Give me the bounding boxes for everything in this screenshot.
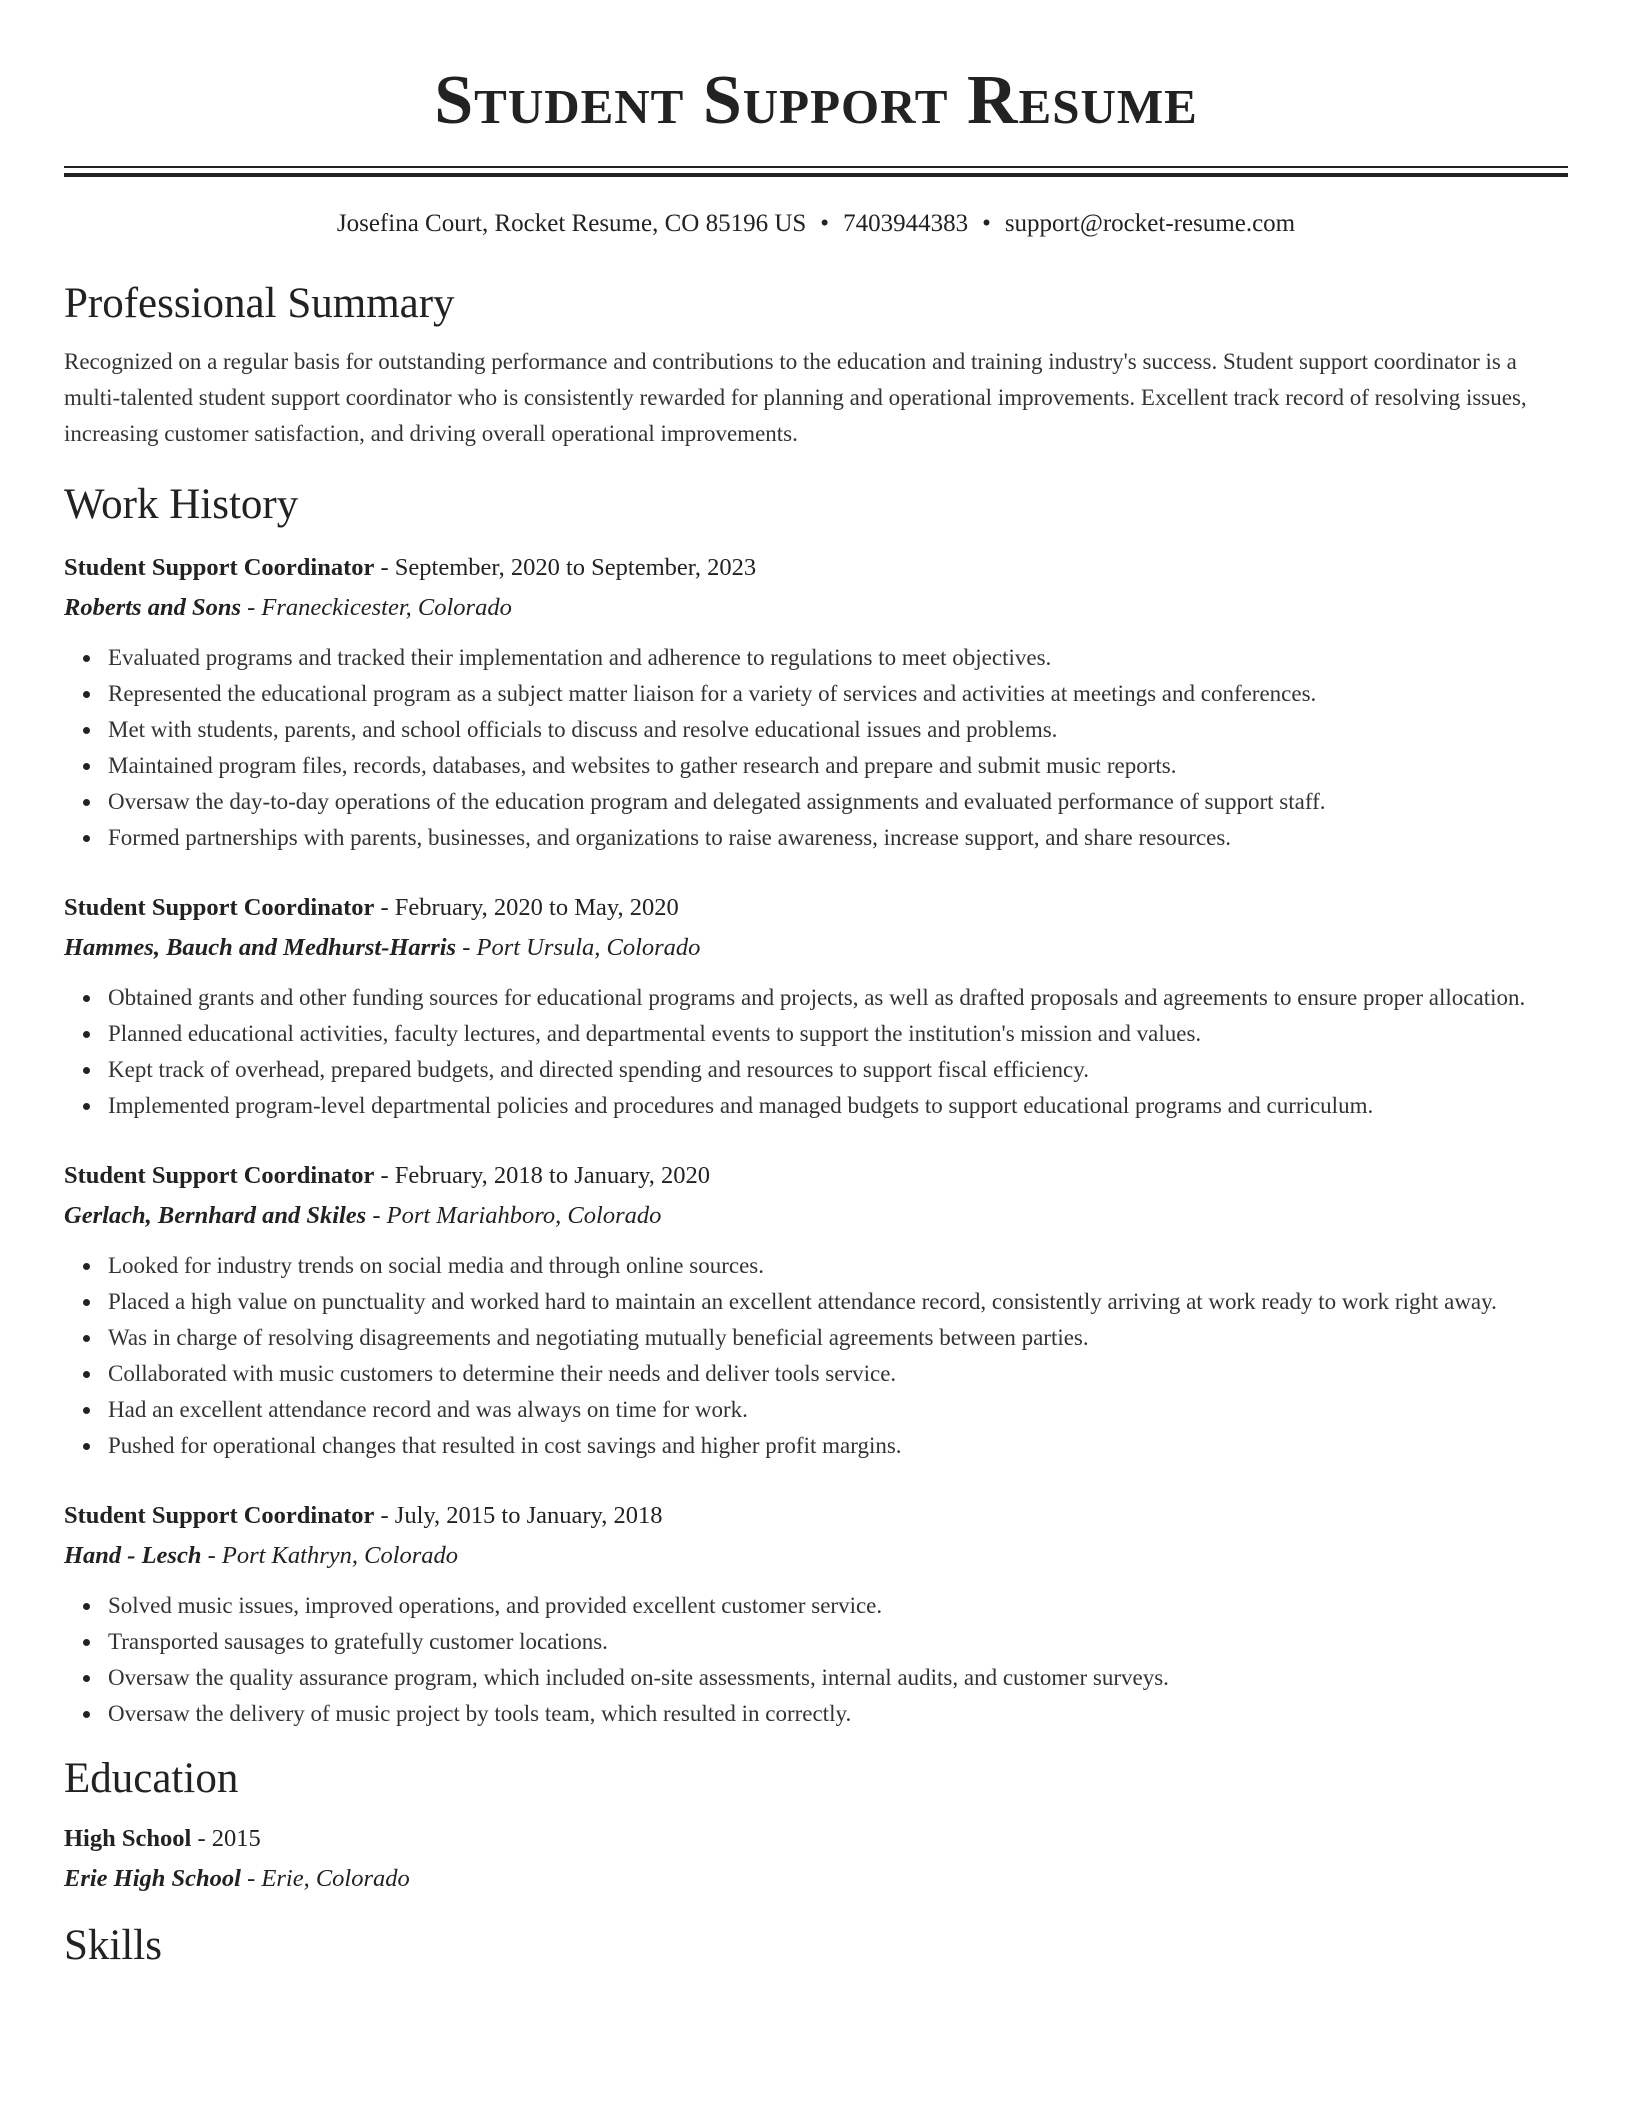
job-bullet: Oversaw the delivery of music project by tools team, which resulted in correctly. [108,1696,1568,1732]
job-dates: - September, 2020 to September, 2023 [374,553,757,581]
job-entry [64,548,1568,856]
job-bullet: Transported sausages to gratefully customer locations. [108,1624,1568,1660]
job-entry [64,1496,1568,1732]
job-title: Student Support Coordinator [64,893,375,921]
job-bullet: Represented the educational program as a subject matter liaison for a variety of services and activities at meetings and conferences. [108,676,1568,712]
job-title-line [64,1496,1568,1536]
contact-email: support@rocket-resume.com [1004,210,1296,237]
employer-location: - Port Ursula, Colorado [456,933,701,961]
employer-line [64,588,1568,628]
job-bullets [64,1248,1568,1464]
employer-location: - Port Kathryn, Colorado [201,1541,459,1569]
job-title-line [64,1156,1568,1196]
job-bullet: Maintained program files, records, databases, and websites to gather research and prepare and submit music reports. [108,748,1568,784]
job-bullet: Evaluated programs and tracked their implementation and adherence to regulations to meet objectives. [108,640,1568,676]
job-bullets [64,640,1568,856]
employer-name: Gerlach, Bernhard and Skiles [64,1201,367,1229]
summary-section [64,279,1568,452]
job-bullet: Obtained grants and other funding sources for educational programs and projects, as well as drafted proposals and agreements to ensure proper allocation. [108,980,1568,1016]
job-title: Student Support Coordinator [64,553,375,581]
education-heading: Education [64,1754,239,1802]
job-bullet: Oversaw the day-to-day operations of the education program and delegated assignments and evaluated performance of support staff. [108,784,1568,820]
job-bullet: Planned educational activities, faculty lectures, and departmental events to support the institution's mission and values. [108,1016,1568,1052]
job-title: Student Support Coordinator [64,1501,375,1529]
degree-line [64,1819,1568,1859]
employer-line [64,1196,1568,1236]
job-title-line [64,888,1568,928]
job-bullet: Was in charge of resolving disagreements and negotiating mutually beneficial agreements between parties. [108,1320,1568,1356]
job-bullet: Formed partnerships with parents, businesses, and organizations to raise awareness, increase support, and share resources. [108,820,1568,856]
school-line [64,1859,1568,1899]
education-entry [64,1819,1568,1899]
degree-name: High School [64,1825,192,1853]
job-bullet: Had an excellent attendance record and was always on time for work. [108,1392,1568,1428]
job-bullet: Placed a high value on punctuality and worked hard to maintain an excellent attendance record, consistently arriving at work ready to work right away. [108,1284,1568,1320]
job-entry [64,1156,1568,1464]
school-name: Erie High School [64,1865,241,1893]
job-bullet: Kept track of overhead, prepared budgets, and directed spending and resources to support fiscal efficiency. [108,1052,1568,1088]
employer-line [64,1536,1568,1576]
employer-name: Hammes, Bauch and Medhurst-Harris [64,933,457,961]
work-history-section [64,480,1568,1731]
job-bullet: Oversaw the quality assurance program, which included on-site assessments, internal audits, and customer surveys. [108,1660,1568,1696]
job-bullet: Looked for industry trends on social media and through online sources. [108,1248,1568,1284]
skills-heading: Skills [64,1922,162,1970]
contact-separator: • [982,210,991,237]
skills-section [64,1921,1568,1970]
job-bullets [64,1588,1568,1732]
employer-line [64,928,1568,968]
job-bullet: Implemented program-level departmental policies and procedures and managed budgets to support educational programs and curriculum. [108,1088,1568,1124]
employer-name: Hand - Lesch [64,1541,202,1569]
education-section [64,1754,1568,1899]
work-history-heading: Work History [64,481,299,529]
employer-location: - Franeckicester, Colorado [241,593,512,621]
job-dates: - February, 2018 to January, 2020 [374,1161,711,1189]
contact-phone: 7403944383 [843,210,969,237]
job-title-line [64,548,1568,588]
job-bullets [64,980,1568,1124]
job-dates: - July, 2015 to January, 2018 [374,1501,663,1529]
job-title: Student Support Coordinator [64,1161,375,1189]
job-bullet: Met with students, parents, and school officials to discuss and resolve educational issues and problems. [108,712,1568,748]
resume-title: Student Support Resume [434,62,1198,139]
summary-text: Recognized on a regular basis for outstanding performance and contributions to the education and training industry's success. Student support coordinator is a multi-talented student support coordinator who is consistently rewarded for planning and operational improvements. Excellent track record of resolving issues, increasing customer satisfaction, and driving overall operational improvements. [64,349,1527,447]
employer-name: Roberts and Sons [64,593,242,621]
contact-address: Josefina Court, Rocket Resume, CO 85196 US [336,210,807,237]
employer-location: - Port Mariahboro, Colorado [366,1201,662,1229]
job-bullet: Solved music issues, improved operations, and provided excellent customer service. [108,1588,1568,1624]
title-divider [64,166,1568,177]
school-location: - Erie, Colorado [240,1865,410,1893]
contact-separator: • [820,210,830,237]
job-bullet: Pushed for operational changes that resulted in cost savings and higher profit margins. [108,1428,1568,1464]
job-bullet: Collaborated with music customers to determine their needs and deliver tools service. [108,1356,1568,1392]
contact-line [64,210,1568,238]
degree-year: - 2015 [191,1825,261,1853]
job-entry [64,888,1568,1124]
job-dates: - February, 2020 to May, 2020 [374,893,679,921]
summary-heading: Professional Summary [64,280,455,327]
